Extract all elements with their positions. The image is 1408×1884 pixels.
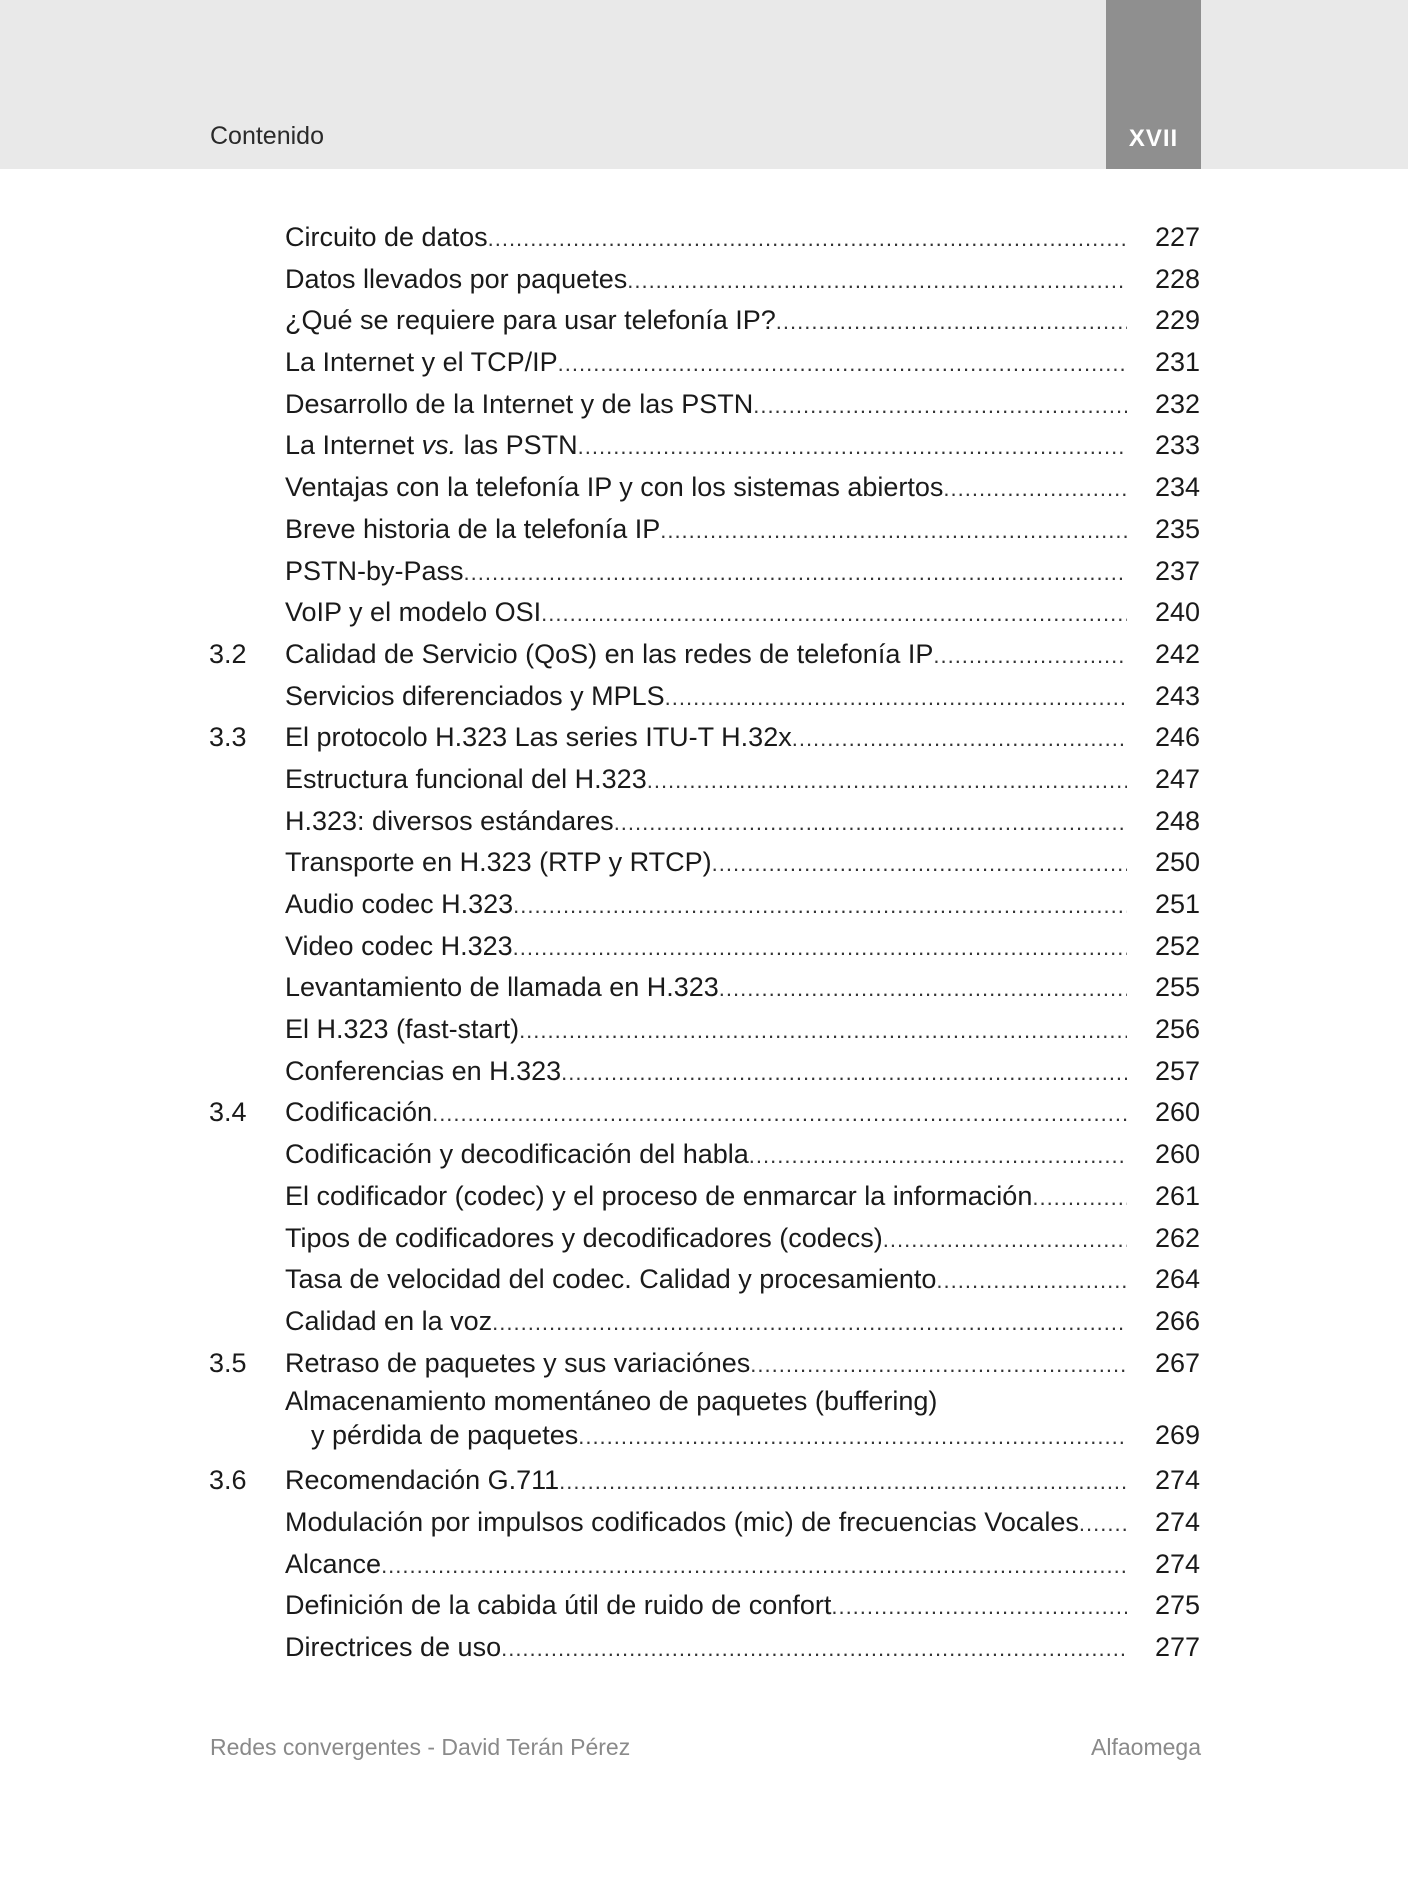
italic-abbreviation: vs. bbox=[421, 430, 457, 461]
entry-title: La Internet y el TCP/IP bbox=[285, 347, 558, 378]
dot-leader bbox=[792, 718, 1127, 760]
entry-title: Modulación por impulsos codificados (mic) de frecuencias Vocales bbox=[285, 1506, 1079, 1537]
toc-entry bbox=[0, 1544, 1408, 1586]
entry-page: 274 bbox=[1154, 1506, 1200, 1537]
page-number: XVII bbox=[1128, 125, 1179, 152]
section-number: 3.2 bbox=[209, 638, 247, 669]
dot-leader bbox=[719, 968, 1127, 1010]
toc-entry bbox=[0, 801, 1408, 843]
entry-page: 261 bbox=[1154, 1180, 1200, 1211]
toc-entry bbox=[0, 1585, 1408, 1627]
entry-title: Audio codec H.323 bbox=[285, 889, 514, 919]
entry-title: Alcance bbox=[285, 1548, 382, 1579]
dot-leader bbox=[614, 802, 1127, 844]
dot-leader bbox=[501, 1628, 1127, 1670]
dot-leader bbox=[432, 1093, 1127, 1135]
entry-title: Conferencias en H.323 bbox=[285, 1055, 562, 1086]
entry-page: 264 bbox=[1154, 1264, 1200, 1295]
entry-title: Desarrollo de la Internet y de las PSTN bbox=[285, 388, 754, 419]
entry-title: Calidad en la voz bbox=[285, 1305, 493, 1336]
toc-entry bbox=[0, 425, 1408, 467]
dot-leader bbox=[492, 1302, 1127, 1344]
dot-leader bbox=[513, 885, 1127, 927]
entry-page: 232 bbox=[1154, 388, 1200, 419]
entry-page: 267 bbox=[1154, 1347, 1200, 1378]
dot-leader bbox=[558, 343, 1127, 385]
entry-page: 235 bbox=[1154, 513, 1200, 544]
dot-leader bbox=[749, 1135, 1127, 1177]
toc-entry bbox=[0, 967, 1408, 1009]
toc-entry bbox=[0, 217, 1408, 259]
toc-entry bbox=[0, 467, 1408, 509]
entry-page: 260 bbox=[1154, 1139, 1200, 1170]
dot-leader bbox=[776, 301, 1127, 343]
entry-page: 251 bbox=[1154, 889, 1200, 919]
entry-title: Transporte en H.323 (RTP y RTCP) bbox=[285, 847, 712, 878]
entry-page: 229 bbox=[1154, 305, 1200, 336]
entry-title: Estructura funcional del H.323 bbox=[285, 763, 647, 794]
toc-entry bbox=[0, 300, 1408, 342]
toc-entry bbox=[0, 259, 1408, 301]
entry-title: Breve historia de la telefonía IP bbox=[285, 513, 661, 544]
entry-page: 260 bbox=[1154, 1097, 1200, 1128]
entry-page: 233 bbox=[1154, 430, 1200, 461]
dot-leader bbox=[1032, 1177, 1127, 1219]
toc-entry bbox=[0, 759, 1408, 801]
entry-page: 227 bbox=[1154, 222, 1200, 252]
toc-entry bbox=[0, 1051, 1408, 1093]
toc-entry bbox=[0, 342, 1408, 384]
toc-entry bbox=[0, 509, 1408, 551]
dot-leader bbox=[513, 927, 1127, 969]
entry-page: 228 bbox=[1154, 263, 1200, 294]
entry-page: 242 bbox=[1154, 638, 1200, 669]
dot-leader bbox=[660, 510, 1127, 552]
toc-entry bbox=[0, 926, 1408, 968]
entry-title: Tipos de codificadores y decodificadores (codecs) bbox=[285, 1222, 883, 1253]
dot-leader bbox=[883, 1219, 1127, 1261]
entry-title: El protocolo H.323 Las series ITU-T H.32x bbox=[285, 722, 792, 753]
dot-leader bbox=[936, 1260, 1127, 1302]
entry-page: 274 bbox=[1154, 1465, 1200, 1496]
dot-leader bbox=[665, 677, 1127, 719]
entry-title: Definición de la cabida útil de ruido de confort bbox=[285, 1590, 832, 1621]
section-number: 3.5 bbox=[209, 1347, 247, 1378]
entry-page: 274 bbox=[1154, 1548, 1200, 1579]
toc-entry bbox=[0, 1259, 1408, 1301]
entry-title-line1: Almacenamiento momentáneo de paquetes (buffering) bbox=[285, 1386, 938, 1417]
entry-title: El H.323 (fast-start) bbox=[285, 1014, 520, 1045]
entry-title: PSTN-by-Pass bbox=[285, 555, 464, 586]
entry-title: Servicios diferenciados y MPLS bbox=[285, 680, 665, 711]
entry-title: Tasa de velocidad del codec. Calidad y procesamiento bbox=[285, 1264, 937, 1295]
entry-title: La Internet vs. las PSTN bbox=[285, 430, 578, 461]
entry-page: 247 bbox=[1154, 763, 1200, 794]
dot-leader bbox=[541, 593, 1127, 635]
entry-page: 266 bbox=[1154, 1305, 1200, 1336]
toc-entry bbox=[0, 1218, 1408, 1260]
toc-entry bbox=[0, 634, 1408, 676]
entry-title: Ventajas con la telefonía IP y con los sistemas abiertos bbox=[285, 472, 944, 503]
entry-page: 269 bbox=[1154, 1420, 1200, 1451]
entry-title: ¿Qué se requiere para usar telefonía IP? bbox=[285, 305, 776, 336]
toc-entry bbox=[0, 676, 1408, 718]
entry-title: Circuito de datos bbox=[285, 222, 488, 252]
footer-publisher: Alfaomega bbox=[1091, 1734, 1201, 1760]
entry-page: 248 bbox=[1154, 805, 1200, 836]
entry-title: Levantamiento de llamada en H.323 bbox=[285, 972, 719, 1003]
entry-title: Calidad de Servicio (QoS) en las redes de telefonía IP bbox=[285, 638, 934, 669]
dot-leader bbox=[712, 843, 1127, 885]
dot-leader bbox=[933, 635, 1127, 677]
entry-page: 243 bbox=[1154, 680, 1200, 711]
entry-page: 246 bbox=[1154, 722, 1200, 753]
toc-entry bbox=[0, 551, 1408, 593]
section-number: 3.3 bbox=[209, 722, 247, 753]
entry-title: Codificación y decodificación del habla bbox=[285, 1139, 749, 1170]
dot-leader bbox=[627, 260, 1127, 302]
dot-leader bbox=[943, 468, 1127, 510]
dot-leader bbox=[464, 552, 1127, 594]
dot-leader bbox=[750, 1344, 1127, 1386]
dot-leader bbox=[647, 760, 1127, 802]
entry-page: 277 bbox=[1154, 1632, 1200, 1662]
entry-title: Datos llevados por paquetes bbox=[285, 263, 628, 294]
toc-entry bbox=[0, 884, 1408, 926]
dot-leader bbox=[381, 1545, 1127, 1587]
toc-entry bbox=[0, 1502, 1408, 1544]
dot-leader bbox=[1079, 1503, 1127, 1545]
running-head-title: Contenido bbox=[210, 122, 324, 150]
entry-page: 255 bbox=[1154, 972, 1200, 1003]
section-number: 3.4 bbox=[209, 1097, 247, 1128]
entry-page: 234 bbox=[1154, 472, 1200, 503]
entry-page: 240 bbox=[1154, 597, 1200, 628]
dot-leader bbox=[561, 1052, 1127, 1094]
toc-entry bbox=[0, 592, 1408, 634]
entry-title: Video codec H.323 bbox=[285, 930, 513, 961]
dot-leader bbox=[578, 1420, 1127, 1454]
dot-leader bbox=[488, 218, 1127, 260]
entry-title-line2: y pérdida de paquetes bbox=[311, 1420, 579, 1451]
toc-entry bbox=[0, 1384, 1408, 1460]
toc-entry bbox=[0, 717, 1408, 759]
dot-leader bbox=[578, 426, 1127, 468]
entry-title: H.323: diversos estándares bbox=[285, 805, 614, 836]
dot-leader bbox=[559, 1461, 1127, 1503]
toc-entry bbox=[0, 1009, 1408, 1051]
entry-title: Retraso de paquetes y sus variaciónes bbox=[285, 1347, 751, 1378]
entry-title: Recomendación G.711 bbox=[285, 1465, 560, 1496]
entry-title: VoIP y el modelo OSI bbox=[285, 597, 542, 628]
table-of-contents bbox=[0, 217, 1408, 1669]
entry-page: 257 bbox=[1154, 1055, 1200, 1086]
toc-entry bbox=[0, 1134, 1408, 1176]
dot-leader bbox=[831, 1586, 1127, 1628]
toc-entry bbox=[0, 384, 1408, 426]
toc-entry bbox=[0, 1343, 1408, 1385]
entry-page: 237 bbox=[1154, 555, 1200, 586]
entry-page: 275 bbox=[1154, 1590, 1200, 1621]
toc-entry bbox=[0, 1301, 1408, 1343]
entry-title: Codificación bbox=[285, 1097, 433, 1128]
entry-page: 250 bbox=[1154, 847, 1200, 878]
toc-entry bbox=[0, 1092, 1408, 1134]
toc-entry bbox=[0, 1627, 1408, 1669]
section-number: 3.6 bbox=[209, 1465, 247, 1496]
entry-page: 262 bbox=[1154, 1222, 1200, 1253]
dot-leader bbox=[519, 1010, 1127, 1052]
entry-page: 252 bbox=[1154, 930, 1200, 961]
toc-entry bbox=[0, 842, 1408, 884]
toc-entry bbox=[0, 1460, 1408, 1502]
entry-title: Directrices de uso bbox=[285, 1632, 502, 1662]
entry-title: El codificador (codec) y el proceso de enmarcar la información bbox=[285, 1180, 1033, 1211]
footer-book-title: Redes convergentes - David Terán Pérez bbox=[210, 1734, 631, 1760]
dot-leader bbox=[753, 385, 1127, 427]
entry-page: 256 bbox=[1154, 1014, 1200, 1045]
page-number-tab bbox=[1106, 0, 1201, 169]
toc-entry bbox=[0, 1176, 1408, 1218]
entry-page: 231 bbox=[1154, 347, 1200, 378]
